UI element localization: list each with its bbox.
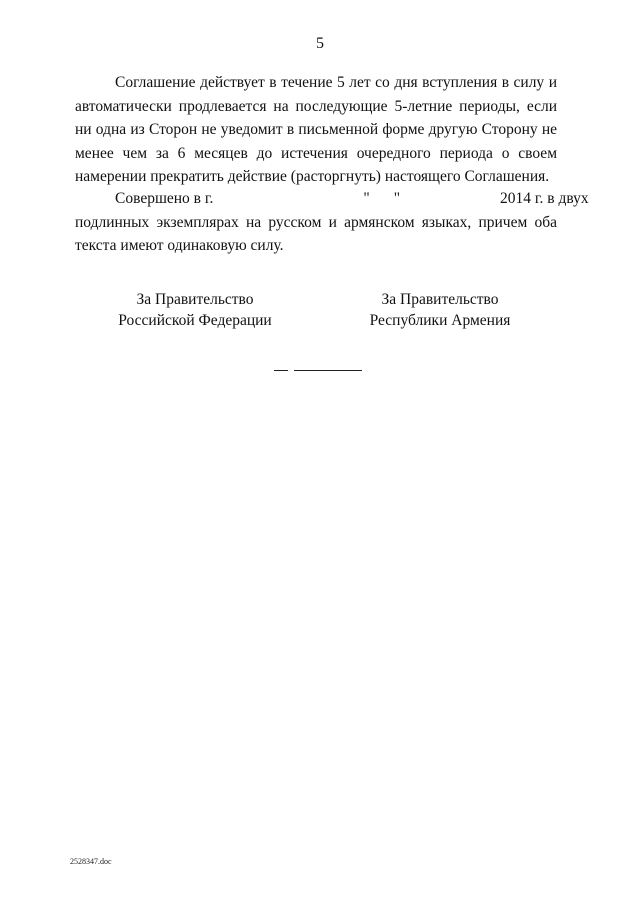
end-rule-segment bbox=[274, 370, 288, 371]
signed-place bbox=[75, 187, 213, 211]
signed-rest: подлинных экземплярах на русском и армянском языках, причем оба текста имеют одинаковую силу. bbox=[75, 213, 557, 254]
footer-file-name: 2528347.doc bbox=[70, 857, 112, 866]
quote-open: " bbox=[363, 190, 370, 207]
signature-block-russia bbox=[75, 289, 315, 331]
signature-right-line2: Республики Армения bbox=[369, 312, 511, 329]
signature-left-line2: Российской Федерации bbox=[118, 312, 272, 329]
paragraph-signed bbox=[75, 187, 589, 258]
signed-first-line bbox=[75, 187, 589, 211]
signed-year: 2014 г. в двух bbox=[500, 190, 589, 207]
signature-left-line1: За Правительство bbox=[136, 291, 254, 308]
page-number: 5 bbox=[316, 35, 324, 52]
paragraph-term-text: Соглашение действует в течение 5 лет со дня вступления в силу и автоматически продлевается на последующие 5-летние периоды, если ни одна из Сторон не уведомит в письменной форме другую Сторону не менее чем за 6 месяцев до истечения очередного периода о своем намерении прекратить действие (расторгнуть) настоящего Соглашения. bbox=[75, 74, 557, 185]
paragraph-term bbox=[75, 71, 557, 189]
signature-block-armenia bbox=[320, 289, 560, 331]
signature-right-line1: За Правительство bbox=[381, 291, 499, 308]
quote-close: " bbox=[393, 190, 401, 207]
signed-place-text: Совершено в г. bbox=[115, 190, 214, 207]
signed-date-quotes bbox=[213, 187, 400, 211]
end-rule-segment bbox=[294, 370, 362, 371]
